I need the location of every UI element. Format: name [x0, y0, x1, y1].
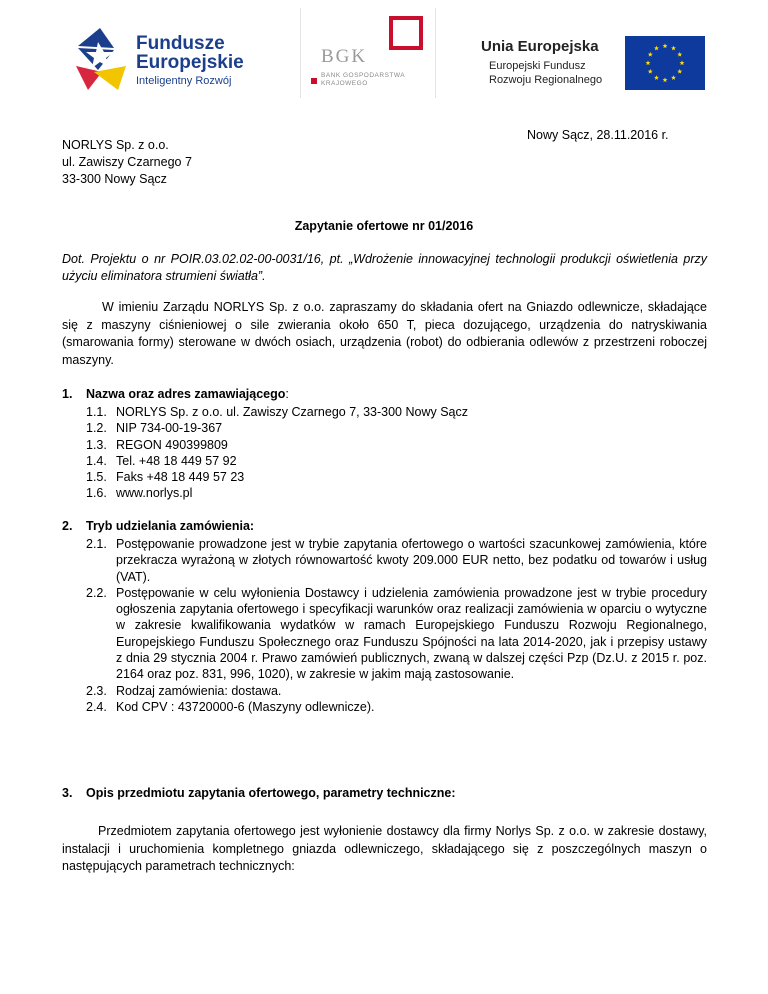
project-reference: Dot. Projektu o nr POIR.03.02.02-00-0031/16, pt. „Wdrożenie innowacyjnej technologii produkcji oświetlenia przy użyciu eliminatora strumieni światła”. [62, 252, 707, 283]
section-heading-text: Tryb udzielania zamówienia: [86, 519, 255, 533]
section-heading-text: Nazwa oraz adres zamawiającego [86, 387, 286, 401]
item-text: Rodzaj zamówienia: dostawa. [116, 683, 282, 698]
ue-title: Unia Europejska [481, 38, 599, 55]
item-number: 2.2. [86, 585, 107, 600]
intro-paragraph: W imieniu Zarządu NORLYS Sp. z o.o. zapraszamy do składania ofert na Gniazdo odlewnicze, składające się z maszyny ciśnieniowej o sile zwierania około 650 T, pieca dozującego, urządzenia do natryskiwania (smarowania formy) sterowane w dwóch osiach, urządzenia (robot) do odbierania odlewów z przestrzeni roboczej maszyny. [62, 300, 707, 367]
item-number: 1.4. [86, 453, 107, 468]
fe-line1: Fundusze [136, 33, 225, 54]
list-item [86, 699, 707, 715]
sender-street: ul. Zawiszy Czarnego 7 [62, 154, 192, 169]
item-text: Faks +48 18 449 57 23 [116, 470, 245, 485]
list-item [86, 536, 707, 585]
list-item [86, 683, 707, 699]
item-number: 2.3. [86, 683, 107, 698]
item-number: 1.2. [86, 421, 107, 436]
fundusze-europejskie-logo [70, 22, 255, 102]
bgk-square-icon [389, 16, 423, 50]
bgk-logo [300, 8, 436, 98]
section-3-body: Przedmiotem zapytania ofertowego jest wyłonienie dostawcy dla firmy Norlys Sp. z o.o. w zakresie dostawy, instalacji i uruchomienia kompletnego gniazda odlewniczego, składającego się z poszczególnych maszyn o następujących parametrach technicznych: [62, 824, 707, 874]
item-number: 1.6. [86, 486, 107, 501]
list-item [86, 404, 707, 420]
list-item [86, 469, 707, 485]
section-heading-text: Opis przedmiotu zapytania ofertowego, parametry techniczne: [86, 786, 456, 800]
section-number: 3. [62, 786, 73, 800]
item-text: www.norlys.pl [116, 486, 193, 501]
item-number: 1.3. [86, 437, 107, 452]
item-text: Postępowanie w celu wyłonienia Dostawcy i udzielenia zamówienia prowadzone jest w trybie procedury ogłoszenia zapytania ofertowego i specyfikacji warunków oraz realizacji zamówienia w oparciu o wytyczne w zakresie kwalifikowania wydatków w ramach Europejskiego Funduszu Rozwoju Regionalnego, Europejskiego Funduszu Społecznego oraz Funduszu Spójności na lata 2014-2020, jak i przepisy ustawy z dnia 29 stycznia 2004 r. Prawo zamówień publicznych, zwaną w dalszej części Pzp (Dz.U. z 2015 r. poz. 2164 oraz poz. 831, 996, 1020), w zakresie w jakim mają zastosowanie. [116, 585, 707, 682]
list-item [86, 453, 707, 469]
sender-city: 33-300 Nowy Sącz [62, 171, 167, 186]
unia-europejska-logo [475, 30, 705, 90]
sender-address [62, 137, 192, 187]
list-item [86, 585, 707, 683]
fe-star-icon [74, 26, 130, 92]
list-item [86, 485, 707, 501]
list-item [86, 420, 707, 436]
item-text: NORLYS Sp. z o.o. ul. Zawiszy Czarnego 7, 33-300 Nowy Sącz [116, 405, 469, 419]
section-1-list [86, 404, 707, 502]
bgk-name: BGK [321, 46, 368, 67]
section-number: 1. [62, 387, 73, 401]
item-text: NIP 734-00-19-367 [116, 421, 223, 436]
item-number: 1.1. [86, 405, 107, 419]
list-item [86, 437, 707, 453]
item-text: Postępowanie prowadzone jest w trybie zapytania ofertowego o wartości szacunkowej zamówienia, które przekracza wyrażoną w złotych równowartość kwoty 209.000 EUR netto, bez podatku od towarów i usług (VAT). [116, 537, 707, 584]
item-text: REGON 490399809 [116, 437, 228, 452]
sender-name: NORLYS Sp. z o.o. [62, 138, 169, 152]
eu-flag-icon [625, 36, 705, 90]
section-2-list [86, 536, 707, 715]
document-date: Nowy Sącz, 28.11.2016 r. [527, 128, 669, 142]
logo-bar [0, 0, 768, 110]
bgk-fullname: BANK GOSPODARSTWA KRAJOWEGO [321, 72, 405, 87]
document-title: Zapytanie ofertowe nr 01/2016 [294, 219, 474, 233]
fe-line2: Europejskie [136, 52, 244, 73]
fe-subtitle: Inteligentny Rozwój [136, 75, 232, 87]
section-1-heading [62, 387, 289, 401]
section-heading-suffix: : [285, 387, 289, 401]
section-number: 2. [62, 519, 73, 533]
item-number: 1.5. [86, 470, 107, 485]
item-number: 2.1. [86, 537, 107, 551]
item-number: 2.4. [86, 699, 107, 714]
section-3-heading [62, 786, 456, 800]
item-text: Tel. +48 18 449 57 92 [116, 453, 237, 468]
ue-subtitle-1: Europejski Fundusz [489, 60, 586, 72]
ue-subtitle-2: Rozwoju Regionalnego [489, 74, 603, 86]
bgk-dot-icon [311, 78, 317, 84]
item-text: Kod CPV : 43720000-6 (Maszyny odlewnicze). [116, 699, 375, 714]
section-2-heading [62, 519, 254, 533]
